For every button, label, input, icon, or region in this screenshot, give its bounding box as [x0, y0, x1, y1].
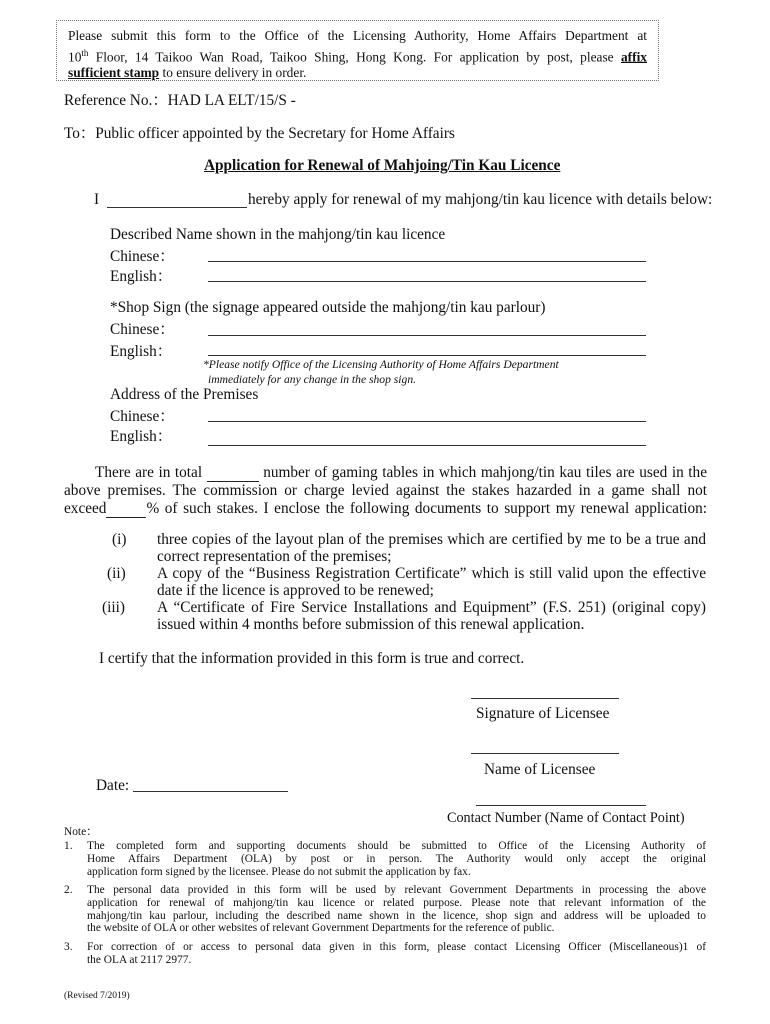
applicant-pronoun: I	[94, 191, 100, 208]
commission-percent-field[interactable]	[106, 500, 146, 518]
document-2-number: (ii)	[107, 565, 126, 582]
certification-statement: I certify that the information provided in this form is true and correct.	[99, 650, 525, 667]
gaming-tables-line-2: above premises. The commission or charge levied against the stakes hazarded in a game shall not	[64, 482, 707, 500]
notice-stamp-emphasis: sufficient stamp	[68, 65, 160, 81]
notice-affix-emphasis: affix	[620, 48, 647, 64]
applicant-name-field[interactable]	[107, 207, 247, 208]
address-english-label: English：	[110, 428, 173, 445]
notice-address-text: Floor, 14 Taikoo Wan Road, Taikoo Shing, Hong Kong. For application by post, please	[88, 48, 621, 64]
date-label: Date:	[96, 777, 130, 794]
notice-floor-suffix: th	[81, 47, 89, 58]
document-1-line-1: three copies of the layout plan of the premises which are certified by me to be a true and	[157, 531, 706, 548]
commission-post-text: % of such stakes. I enclose the following documents to support my renewal application:	[146, 499, 707, 517]
shop-sign-note-line-1: *Please notify Office of the Licensing Authority of Home Affairs Department	[203, 358, 559, 371]
document-2-line-2: date if the licence is approved to be renewed;	[157, 582, 434, 599]
notice-line-3	[68, 65, 647, 82]
notice-floor-number: 10	[68, 48, 82, 64]
shop-sign-chinese-field[interactable]	[208, 335, 646, 336]
document-2-text	[157, 565, 706, 599]
reference-number: Reference No.：HAD LA ELT/15/S -	[64, 92, 296, 109]
shop-sign-english-label: English：	[110, 343, 173, 360]
note-2-line-2: application for renewal of mahjong/tin kau licence or related purpose. Please note that relevant information of the	[87, 896, 706, 909]
note-1-line-1: The completed form and supporting documents should be submitted to Office of the Licensing Authority of	[87, 840, 706, 852]
note-2-line-1: The personal data provided in this form will be used by relevant Government Departments in processing the above	[87, 884, 706, 896]
date-field[interactable]	[133, 791, 288, 792]
notice-line-1: Please submit this form to the Office of the Licensing Authority, Home Affairs Department at	[68, 28, 647, 43]
contact-number-label: Contact Number (Name of Contact Point)	[447, 810, 685, 826]
described-name-heading: Described Name shown in the mahjong/tin kau licence	[110, 226, 446, 243]
note-3-number: 3.	[64, 941, 73, 953]
gaming-tables-paragraph	[64, 464, 707, 518]
addressee: To：Public officer appointed by the Secretary for Home Affairs	[64, 125, 455, 142]
shop-sign-heading: *Shop Sign (the signage appeared outside the mahjong/tin kau parlour)	[110, 299, 546, 316]
document-1-line-2: correct representation of the premises;	[157, 548, 392, 565]
applicant-statement: hereby apply for renewal of my mahjong/tin kau licence with details below:	[248, 191, 713, 208]
licensee-name-field[interactable]	[471, 753, 619, 754]
commission-pre-text: exceed	[64, 499, 107, 517]
form-title: Application for Renewal of Mahjoing/Tin Kau Licence	[204, 157, 561, 174]
note-1-line-3: application form signed by the licensee. Please do not submit the application by fax.	[87, 865, 471, 878]
address-english-field[interactable]	[208, 445, 646, 446]
gaming-tables-line-1	[64, 464, 707, 482]
document-2-line-1: A copy of the “Business Registration Certificate” which is still valid upon the effective	[157, 565, 706, 582]
revision-date: (Revised 7/2019)	[64, 991, 130, 1001]
document-1-number: (i)	[112, 531, 127, 548]
document-3-text	[157, 599, 706, 633]
note-3-text	[87, 941, 706, 967]
notes-heading: Note：	[64, 826, 98, 838]
document-1-text	[157, 531, 706, 565]
note-1-number: 1.	[64, 840, 73, 852]
note-3-line-2: the OLA at 2117 2977.	[87, 953, 192, 966]
notice-line-2	[68, 45, 647, 66]
submission-notice-box	[56, 20, 659, 81]
described-name-chinese-label: Chinese：	[110, 248, 175, 265]
note-3-line-1: For correction of or access to personal data given in this form, please contact Licensing Officer (Miscellaneous)1 of	[87, 941, 706, 953]
signature-field[interactable]	[471, 698, 619, 699]
note-2-text	[87, 884, 706, 935]
address-heading: Address of the Premises	[110, 386, 259, 403]
document-3-number: (iii)	[102, 599, 125, 616]
address-chinese-field[interactable]	[208, 421, 646, 422]
gaming-tables-count-field[interactable]	[207, 464, 259, 482]
address-chinese-label: Chinese：	[110, 408, 175, 425]
note-1-text	[87, 840, 706, 878]
note-2-number: 2.	[64, 884, 73, 896]
shop-sign-english-field[interactable]	[208, 355, 646, 356]
document-3-line-2: issued within 4 months before submission of this renewal application.	[157, 616, 585, 633]
contact-number-field[interactable]	[476, 805, 646, 806]
signature-label: Signature of Licensee	[476, 705, 610, 722]
note-2-line-4: the website of OLA or other websites of relevant Government Departments for the reference of public.	[87, 922, 555, 935]
note-2-line-3: mahjong/tin kau parlour, including the described name shown in the licence, shop sign and address will be uploaded to	[87, 909, 706, 922]
gaming-tables-line-3	[64, 500, 707, 518]
gaming-tables-pre-text: There are in total	[95, 464, 203, 481]
note-1-line-2: Home Affairs Department (OLA) by post or in person. The Authority would only accept the original	[87, 852, 706, 865]
described-name-english-field[interactable]	[208, 281, 646, 282]
described-name-chinese-field[interactable]	[208, 261, 646, 262]
licensee-name-label: Name of Licensee	[484, 761, 596, 778]
described-name-english-label: English：	[110, 268, 173, 285]
notice-delivery-text: to ensure delivery in order.	[159, 65, 307, 81]
document-3-line-1: A “Certificate of Fire Service Installations and Equipment” (F.S. 251) (original copy)	[157, 599, 706, 616]
gaming-tables-post-text: number of gaming tables in which mahjong/tin kau tiles are used in the	[263, 464, 707, 481]
shop-sign-note-line-2: immediately for any change in the shop sign.	[208, 373, 417, 386]
shop-sign-chinese-label: Chinese：	[110, 321, 175, 338]
